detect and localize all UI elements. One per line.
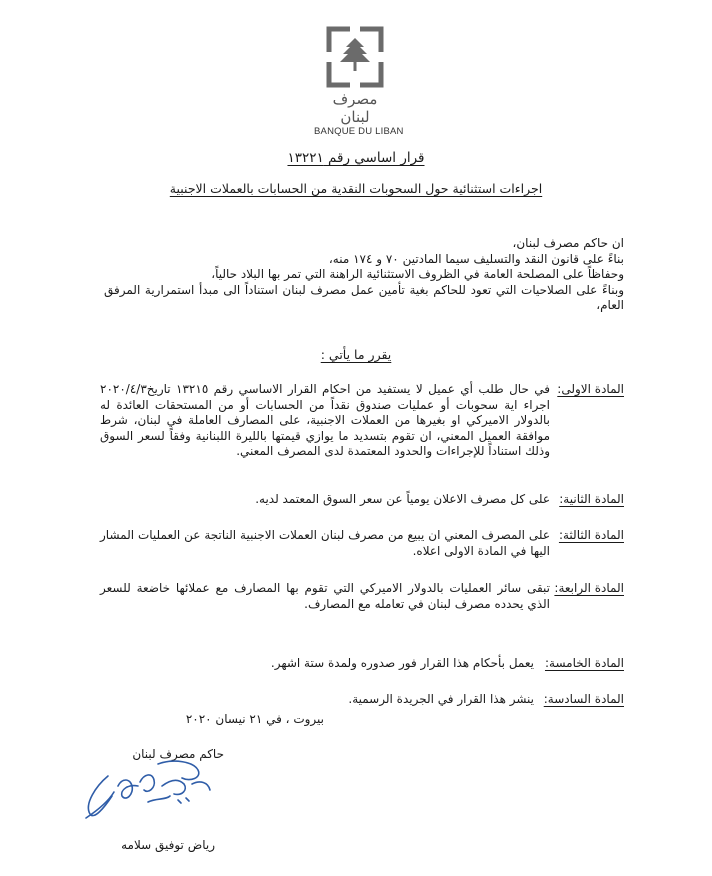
issue-date: بيروت ، في ٢١ نيسان ٢٠٢٠ — [185, 712, 324, 726]
bank-logo — [314, 26, 404, 144]
article-2 — [100, 492, 624, 508]
article-1 — [100, 382, 624, 460]
article-label: المادة السادسة: — [543, 692, 624, 706]
article-text: ينشر هذا القرار في الجريدة الرسمية. — [348, 692, 534, 706]
bank-name-arabic: مصرف لبنان — [332, 90, 378, 126]
article-text: على المصرف المعني ان يبيع من مصرف لبنان العملات الاجنبية الناتجة عن العمليات المشار اليها في المادة الاولى اعلاه. — [100, 528, 550, 558]
bank-name-english: BANQUE DU LIBAN — [314, 126, 404, 137]
article-6 — [100, 692, 624, 708]
handwritten-signature — [78, 756, 248, 828]
decision-title: قرار اساسي رقم ١٣٢٢١ — [287, 150, 425, 166]
article-label: المادة الرابعة: — [554, 581, 624, 595]
preamble — [104, 236, 624, 314]
article-label: المادة الخامسة: — [544, 656, 624, 670]
preamble-line: وحفاظاً على المصلحة العامة في الظروف الاستثنائية الراهنة التي تمر بها البلاد حالياً، — [211, 267, 624, 281]
article-label: المادة الثانية: — [559, 492, 624, 506]
signatory-name: رياض توفيق سلامه — [121, 838, 215, 852]
article-text: على كل مصرف الاعلان يومياً عن سعر السوق المعتمد لديه. — [255, 492, 550, 506]
preamble-line: بناءً على قانون النقد والتسليف سيما المادتين ٧٠ و ١٧٤ منه، — [328, 251, 624, 266]
decides-heading: يقرر ما يأتي : — [320, 347, 392, 362]
article-label: المادة الاولى: — [557, 382, 624, 396]
article-label: المادة الثالثة: — [558, 528, 624, 542]
decision-subject: اجراءات استثنائية حول السحوبات النقدية من الحسابات بالعملات الاجنبية — [169, 181, 543, 196]
preamble-line: ان حاكم مصرف لبنان، — [512, 236, 624, 250]
article-3 — [100, 528, 624, 559]
article-text: يعمل بأحكام هذا القرار فور صدوره ولمدة ستة اشهر. — [270, 656, 534, 670]
article-4 — [100, 581, 624, 612]
article-5 — [100, 656, 624, 672]
article-text: تبقى سائر العمليات بالدولار الاميركي التي تقوم بها المصارف مع عملائها خاضعة للسعر الذي يحدده مصرف لبنان في تعامله مع المصارف. — [100, 581, 550, 611]
preamble-line: وبناءً على الصلاحيات التي تعود للحاكم بغية تأمين عمل مصرف لبنان استناداً الى مبدأ استمرارية المرفق العام، — [104, 282, 624, 312]
article-text: في حال طلب أي عميل لا يستفيد من احكام القرار الاساسي رقم ١٣٢١٥ تاريخ٢٠٢٠/٤/٣ اجراء اية سحوبات أو عمليات صندوق نقداً من الحسابات أو من المستحقات العائدة له بالدولار الاميركي او بغيرها من العملات الاجنبية، على المصارف العاملة في لبنان، شرط موافقة العميل المعني، ان تقوم بتسديد ما يوازي قيمتها بالليرة اللبنانية وفقاً لسعر السوق وذلك استناداً للإجراءات والحدود المعتمدة لدى المصرف المعني. — [100, 382, 550, 458]
signatory-title: حاكم مصرف لبنان — [132, 747, 224, 761]
cedar-emblem-icon — [326, 26, 384, 88]
